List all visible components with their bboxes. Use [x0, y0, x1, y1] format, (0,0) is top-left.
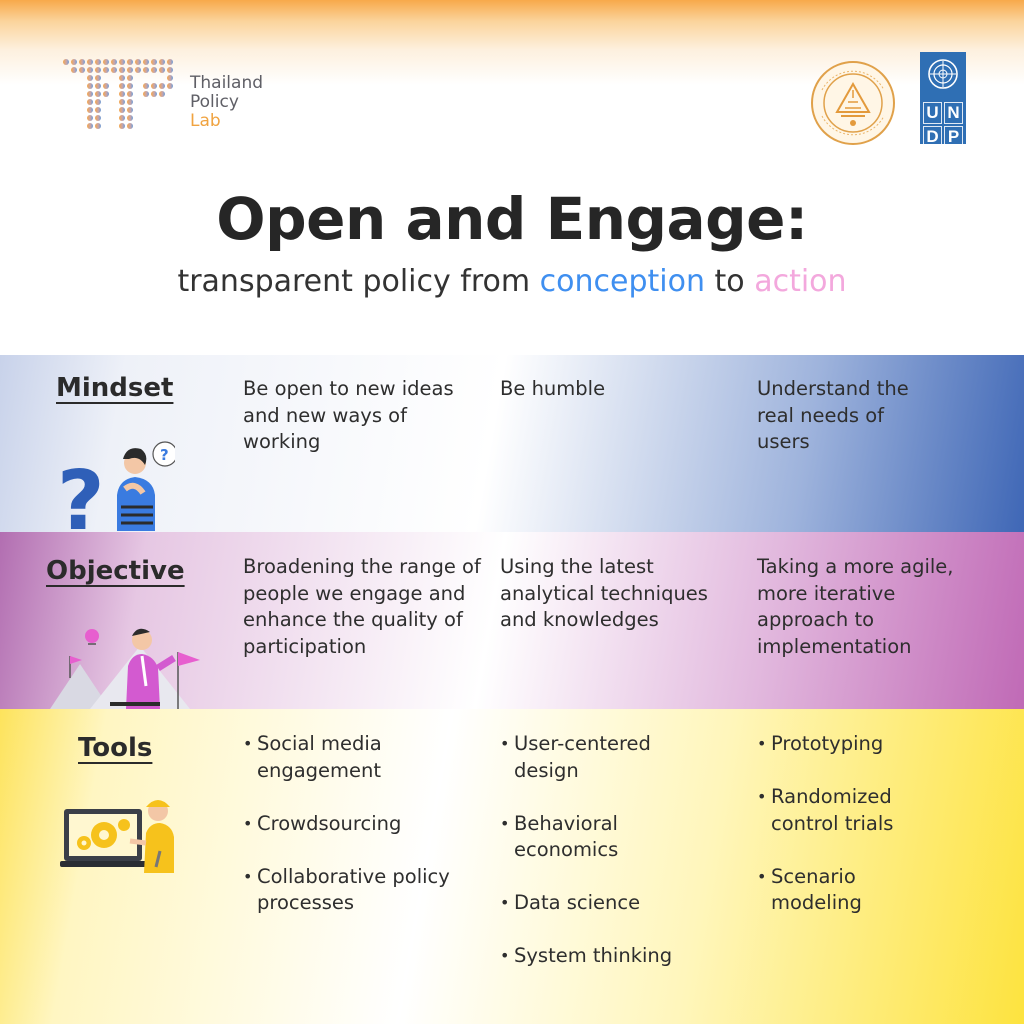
mindset-col-3: Understand the real needs of users: [757, 377, 909, 453]
list-item: • Scenario modeling: [757, 864, 937, 917]
svg-text:?: ?: [57, 454, 105, 532]
objective-col-2: Using the latest analytical techniques and knowledges: [500, 555, 708, 631]
page-title: Open and Engage:: [216, 185, 808, 253]
list-item: • Randomized control trials: [757, 784, 937, 837]
mindset-label: Mindset: [56, 373, 174, 403]
thailand-policy-lab-logo-icon: [62, 58, 182, 133]
undp-letters: [923, 102, 963, 146]
list-item: • User-centered design: [500, 731, 710, 784]
objective-section: [0, 532, 1024, 709]
subtitle-highlight-action: action: [754, 264, 847, 299]
mindset-col-1: Be open to new ideas and new ways of working: [243, 377, 454, 453]
svg-text:?: ?: [160, 446, 169, 464]
list-item: • Prototyping: [757, 731, 937, 758]
header: [0, 0, 1024, 355]
undp-logo: [920, 52, 966, 144]
mindset-col-2: Be humble: [500, 377, 606, 400]
tools-col-3-list: [757, 731, 937, 943]
logo-line-2: Policy: [190, 92, 239, 112]
objective-col-1: Broadening the range of people we engage and enhance the quality of participation: [243, 555, 481, 658]
thailand-policy-lab-wordmark: [190, 74, 263, 131]
list-item: • Crowdsourcing: [243, 811, 488, 838]
subtitle-highlight-conception: conception: [539, 264, 705, 299]
list-item: • Behavioral economics: [500, 811, 710, 864]
logo-line-3: Lab: [190, 111, 221, 131]
mountain-climber-flag-icon: [50, 616, 210, 709]
thinking-person-question-icon: [55, 437, 175, 532]
nesdc-seal-icon: [810, 60, 896, 146]
list-item: • Social media engagement: [243, 731, 488, 784]
objective-label: Objective: [46, 556, 185, 586]
subtitle-part-1: transparent policy from: [177, 264, 540, 299]
engineer-laptop-gears-icon: [60, 791, 180, 873]
list-item: • Data science: [500, 890, 710, 917]
tools-col-1-list: [243, 731, 488, 943]
tools-col-2-list: [500, 731, 710, 996]
un-emblem-icon: [927, 58, 959, 90]
list-item: • System thinking: [500, 943, 710, 970]
page-subtitle: [0, 264, 1024, 299]
undp-letter-d: D: [923, 126, 942, 148]
undp-letter-p: P: [944, 126, 963, 148]
tools-section: [0, 709, 1024, 1024]
mindset-section: [0, 355, 1024, 532]
undp-letter-u: U: [923, 102, 942, 124]
subtitle-part-2: to: [704, 264, 755, 299]
list-item: • Collaborative policy processes: [243, 864, 488, 917]
objective-col-3: Taking a more agile, more iterative approach to implementation: [757, 555, 954, 658]
logo-line-1: Thailand: [190, 73, 264, 93]
undp-letter-n: N: [944, 102, 963, 124]
tools-label: Tools: [78, 733, 153, 763]
